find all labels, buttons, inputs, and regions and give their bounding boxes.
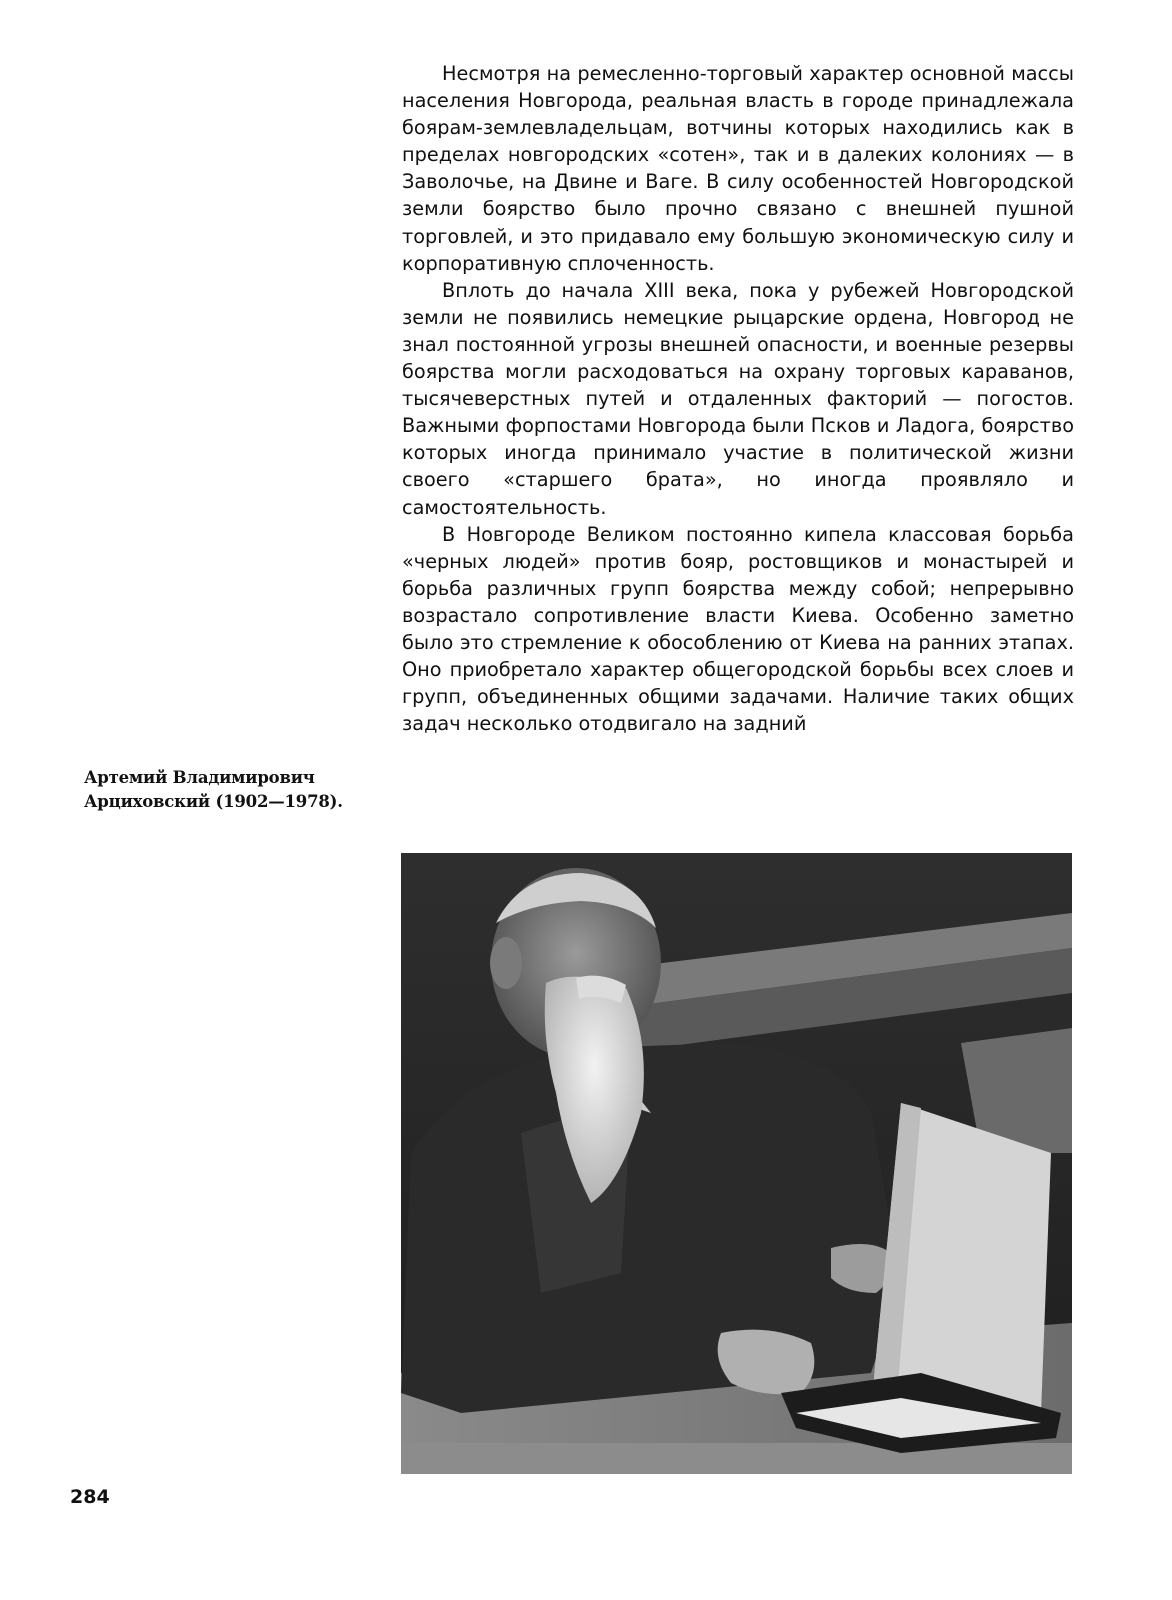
paragraph-3: В Новгороде Великом постоянно кипела классовая борьба «черных людей» против бояр, ростовщиков и монастырей и борьба различных групп боярства между собой; непрерывно возрастало сопротивление власти Киева. Особенно заметно было это стремление к обособлению от Киева на ранних этапах. Оно приобретало характер общегородской борьбы всех слоев и групп, объединенных общими задачами. Наличие таких общих задач несколько отодвигало на задний xyxy=(402,522,1074,736)
main-text xyxy=(402,60,1074,737)
caption-line-1: Артемий Владимирович xyxy=(84,768,315,787)
photo-caption xyxy=(84,766,384,814)
caption-line-2: Арциховский (1902—1978). xyxy=(84,792,343,811)
portrait-photo xyxy=(401,853,1072,1474)
page-number: 284 xyxy=(70,1486,110,1508)
paragraph-2: Вплоть до начала XIII века, пока у рубежей Новгородской земли не появились немецкие рыцарские ордена, Новгород не знал постоянной угрозы внешней опасности, и военные резервы боярства могли расходоваться на охрану торговых караванов, тысячеверстных путей и отдаленных факторий — погостов. Важными форпостами Новгорода были Псков и Ладога, боярство которых иногда принимало участие в политической жизни своего «старшего брата», но иногда проявляло и самостоятельность. xyxy=(402,278,1074,519)
paragraph-1: Несмотря на ремесленно-торговый характер основной массы населения Новгорода, реальная власть в городе принадлежала боярам-землевладельцам, вотчины которых находились как в пределах новгородских «сотен», так и в далеких колониях — в Заволочье, на Двине и Ваге. В силу особенностей Новгородской земли боярство было прочно связано с внешней пушной торговлей, и это придавало ему большую экономическую силу и корпоративную сплоченность. xyxy=(402,62,1074,275)
